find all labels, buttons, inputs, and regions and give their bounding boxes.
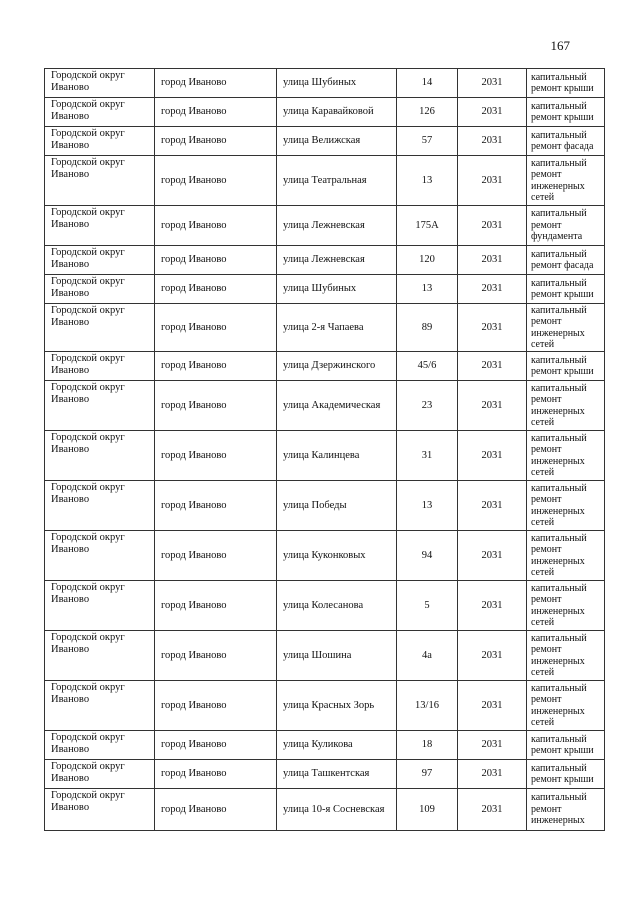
table-row bbox=[45, 98, 605, 127]
municipality-cell: Городской округ Иваново bbox=[45, 581, 155, 631]
house-number-cell: 13 bbox=[397, 156, 458, 206]
year-cell: 2031 bbox=[458, 69, 527, 98]
settlement-cell: город Иваново bbox=[155, 275, 277, 304]
settlement-cell: город Иваново bbox=[155, 631, 277, 681]
table-row bbox=[45, 127, 605, 156]
settlement-cell: город Иваново bbox=[155, 760, 277, 789]
municipality-cell: Городской округ Иваново bbox=[45, 681, 155, 731]
year-cell: 2031 bbox=[458, 789, 527, 831]
house-number-cell: 97 bbox=[397, 760, 458, 789]
municipality-cell: Городской округ Иваново bbox=[45, 789, 155, 831]
table-row bbox=[45, 481, 605, 531]
municipality-cell: Городской округ Иваново bbox=[45, 381, 155, 431]
street-cell: улица Каравайковой bbox=[277, 98, 397, 127]
year-cell: 2031 bbox=[458, 431, 527, 481]
settlement-cell: город Иваново bbox=[155, 206, 277, 246]
table-row bbox=[45, 531, 605, 581]
table-row bbox=[45, 275, 605, 304]
house-number-cell: 126 bbox=[397, 98, 458, 127]
year-cell: 2031 bbox=[458, 352, 527, 381]
year-cell: 2031 bbox=[458, 581, 527, 631]
work-type-cell: капитальный ремонт фасада bbox=[527, 246, 605, 275]
table-row bbox=[45, 431, 605, 481]
work-type-cell: капитальный ремонт крыши bbox=[527, 760, 605, 789]
municipality-cell: Городской округ Иваново bbox=[45, 352, 155, 381]
settlement-cell: город Иваново bbox=[155, 789, 277, 831]
municipality-cell: Городской округ Иваново bbox=[45, 127, 155, 156]
work-type-cell: капитальный ремонт инженерных сетей bbox=[527, 381, 605, 431]
year-cell: 2031 bbox=[458, 760, 527, 789]
settlement-cell: город Иваново bbox=[155, 69, 277, 98]
street-cell: улица Велижская bbox=[277, 127, 397, 156]
year-cell: 2031 bbox=[458, 275, 527, 304]
municipality-cell: Городской округ Иваново bbox=[45, 431, 155, 481]
house-number-cell: 14 bbox=[397, 69, 458, 98]
street-cell: улица Красных Зорь bbox=[277, 681, 397, 731]
year-cell: 2031 bbox=[458, 156, 527, 206]
street-cell: улица Шубиных bbox=[277, 69, 397, 98]
work-type-cell: капитальный ремонт крыши bbox=[527, 275, 605, 304]
work-type-cell: капитальный ремонт инженерных сетей bbox=[527, 631, 605, 681]
work-type-cell: капитальный ремонт крыши bbox=[527, 69, 605, 98]
street-cell: улица Колесанова bbox=[277, 581, 397, 631]
table-row bbox=[45, 156, 605, 206]
street-cell: улица Театральная bbox=[277, 156, 397, 206]
house-number-cell: 23 bbox=[397, 381, 458, 431]
repair-schedule-table bbox=[44, 68, 605, 831]
street-cell: улица Шошина bbox=[277, 631, 397, 681]
street-cell: улица Победы bbox=[277, 481, 397, 531]
settlement-cell: город Иваново bbox=[155, 98, 277, 127]
work-type-cell: капитальный ремонт инженерных сетей bbox=[527, 304, 605, 352]
table-row bbox=[45, 246, 605, 275]
year-cell: 2031 bbox=[458, 381, 527, 431]
year-cell: 2031 bbox=[458, 206, 527, 246]
table-row bbox=[45, 789, 605, 831]
table-row bbox=[45, 731, 605, 760]
house-number-cell: 5 bbox=[397, 581, 458, 631]
year-cell: 2031 bbox=[458, 631, 527, 681]
table-row bbox=[45, 206, 605, 246]
house-number-cell: 31 bbox=[397, 431, 458, 481]
street-cell: улица Ташкентская bbox=[277, 760, 397, 789]
street-cell: улица Куконковых bbox=[277, 531, 397, 581]
work-type-cell: капитальный ремонт крыши bbox=[527, 98, 605, 127]
year-cell: 2031 bbox=[458, 481, 527, 531]
municipality-cell: Городской округ Иваново bbox=[45, 156, 155, 206]
table-row bbox=[45, 581, 605, 631]
house-number-cell: 4а bbox=[397, 631, 458, 681]
work-type-cell: капитальный ремонт инженерных сетей bbox=[527, 431, 605, 481]
house-number-cell: 109 bbox=[397, 789, 458, 831]
settlement-cell: город Иваново bbox=[155, 381, 277, 431]
house-number-cell: 120 bbox=[397, 246, 458, 275]
work-type-cell: капитальный ремонт инженерных сетей bbox=[527, 531, 605, 581]
house-number-cell: 94 bbox=[397, 531, 458, 581]
year-cell: 2031 bbox=[458, 246, 527, 275]
house-number-cell: 13 bbox=[397, 275, 458, 304]
municipality-cell: Городской округ Иваново bbox=[45, 69, 155, 98]
table-row bbox=[45, 681, 605, 731]
street-cell: улица Дзержинского bbox=[277, 352, 397, 381]
settlement-cell: город Иваново bbox=[155, 352, 277, 381]
work-type-cell: капитальный ремонт крыши bbox=[527, 352, 605, 381]
table-row bbox=[45, 381, 605, 431]
settlement-cell: город Иваново bbox=[155, 127, 277, 156]
settlement-cell: город Иваново bbox=[155, 681, 277, 731]
municipality-cell: Городской округ Иваново bbox=[45, 731, 155, 760]
house-number-cell: 175А bbox=[397, 206, 458, 246]
municipality-cell: Городской округ Иваново bbox=[45, 760, 155, 789]
street-cell: улица Лежневская bbox=[277, 246, 397, 275]
house-number-cell: 89 bbox=[397, 304, 458, 352]
street-cell: улица Лежневская bbox=[277, 206, 397, 246]
year-cell: 2031 bbox=[458, 98, 527, 127]
work-type-cell: капитальный ремонт инженерных сетей bbox=[527, 156, 605, 206]
year-cell: 2031 bbox=[458, 127, 527, 156]
street-cell: улица 2-я Чапаева bbox=[277, 304, 397, 352]
municipality-cell: Городской округ Иваново bbox=[45, 98, 155, 127]
street-cell: улица Калинцева bbox=[277, 431, 397, 481]
work-type-cell: капитальный ремонт фундамента bbox=[527, 206, 605, 246]
house-number-cell: 45/6 bbox=[397, 352, 458, 381]
work-type-cell: капитальный ремонт крыши bbox=[527, 731, 605, 760]
settlement-cell: город Иваново bbox=[155, 481, 277, 531]
work-type-cell: капитальный ремонт инженерных сетей bbox=[527, 681, 605, 731]
year-cell: 2031 bbox=[458, 681, 527, 731]
municipality-cell: Городской округ Иваново bbox=[45, 631, 155, 681]
settlement-cell: город Иваново bbox=[155, 156, 277, 206]
table-row bbox=[45, 69, 605, 98]
settlement-cell: город Иваново bbox=[155, 581, 277, 631]
house-number-cell: 13/16 bbox=[397, 681, 458, 731]
municipality-cell: Городской округ Иваново bbox=[45, 246, 155, 275]
municipality-cell: Городской округ Иваново bbox=[45, 206, 155, 246]
street-cell: улица 10-я Сосневская bbox=[277, 789, 397, 831]
street-cell: улица Куликова bbox=[277, 731, 397, 760]
table-row bbox=[45, 631, 605, 681]
house-number-cell: 18 bbox=[397, 731, 458, 760]
work-type-cell: капитальный ремонт инженерных сетей bbox=[527, 581, 605, 631]
municipality-cell: Городской округ Иваново bbox=[45, 481, 155, 531]
page-number: 167 bbox=[550, 38, 570, 53]
house-number-cell: 57 bbox=[397, 127, 458, 156]
work-type-cell: капитальный ремонт инженерных сетей bbox=[527, 481, 605, 531]
municipality-cell: Городской округ Иваново bbox=[45, 275, 155, 304]
house-number-cell: 13 bbox=[397, 481, 458, 531]
year-cell: 2031 bbox=[458, 531, 527, 581]
street-cell: улица Академическая bbox=[277, 381, 397, 431]
settlement-cell: город Иваново bbox=[155, 531, 277, 581]
table-row bbox=[45, 352, 605, 381]
municipality-cell: Городской округ Иваново bbox=[45, 531, 155, 581]
table-row bbox=[45, 304, 605, 352]
work-type-cell: капитальный ремонт фасада bbox=[527, 127, 605, 156]
year-cell: 2031 bbox=[458, 731, 527, 760]
municipality-cell: Городской округ Иваново bbox=[45, 304, 155, 352]
table-row bbox=[45, 760, 605, 789]
settlement-cell: город Иваново bbox=[155, 304, 277, 352]
work-type-cell: капитальный ремонт инженерных bbox=[527, 789, 605, 831]
settlement-cell: город Иваново bbox=[155, 431, 277, 481]
year-cell: 2031 bbox=[458, 304, 527, 352]
street-cell: улица Шубиных bbox=[277, 275, 397, 304]
settlement-cell: город Иваново bbox=[155, 246, 277, 275]
settlement-cell: город Иваново bbox=[155, 731, 277, 760]
